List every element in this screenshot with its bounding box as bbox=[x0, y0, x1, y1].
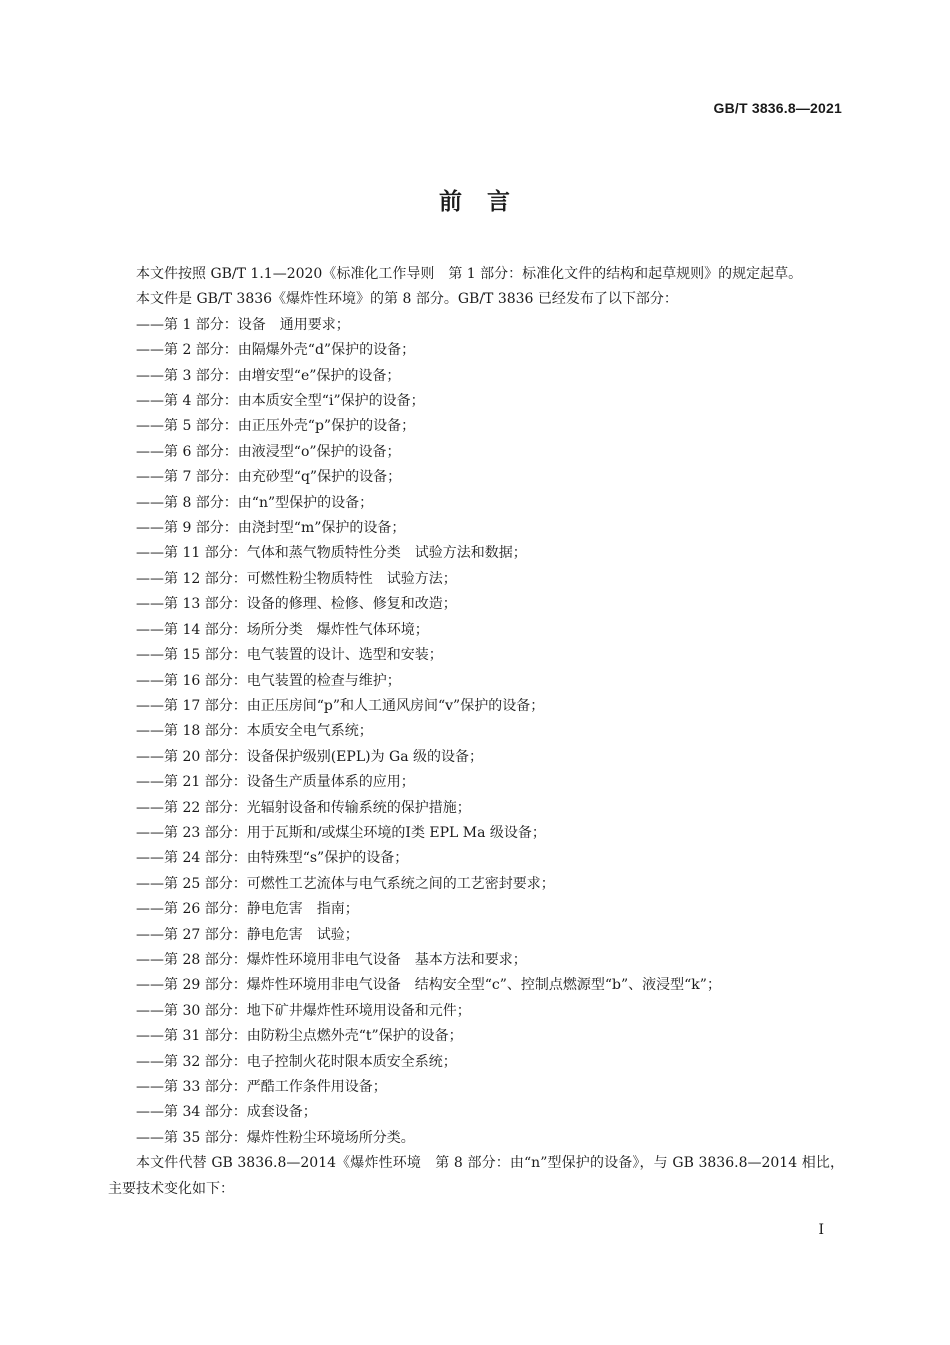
list-item: ——第 35 部分：爆炸性粉尘环境场所分类。 bbox=[136, 1129, 415, 1146]
parts-list bbox=[108, 313, 844, 1151]
list-item: ——第 34 部分：成套设备； bbox=[136, 1104, 317, 1121]
list-item: ——第 22 部分：光辐射设备和传输系统的保护措施； bbox=[136, 799, 471, 816]
standard-code: GB/T 3836.8—2021 bbox=[713, 100, 842, 116]
list-item: ——第 2 部分：由隔爆外壳“d”保护的设备； bbox=[136, 342, 416, 359]
list-item: ——第 32 部分：电子控制火花时限本质安全系统； bbox=[136, 1053, 457, 1070]
list-item: ——第 24 部分：由特殊型“s”保护的设备； bbox=[136, 850, 409, 867]
list-item: ——第 23 部分：用于瓦斯和/或煤尘环境的Ⅰ类 EPL Ma 级设备； bbox=[136, 824, 546, 841]
page-title: 前 言 bbox=[439, 189, 511, 215]
list-item: ——第 26 部分：静电危害 指南； bbox=[136, 901, 359, 918]
list-item: ——第 20 部分：设备保护级别(EPL)为 Ga 级的设备； bbox=[136, 748, 484, 765]
list-item: ——第 31 部分：由防粉尘点燃外壳“t”保护的设备； bbox=[136, 1028, 463, 1045]
list-item: ——第 30 部分：地下矿井爆炸性环境用设备和元件； bbox=[136, 1002, 471, 1019]
list-item: ——第 29 部分：爆炸性环境用非电气设备 结构安全型“c”、控制点燃源型“b”、液浸型“k”； bbox=[136, 977, 721, 994]
list-item: ——第 15 部分：电气装置的设计、选型和安装； bbox=[136, 647, 443, 664]
list-item: ——第 25 部分：可燃性工艺流体与电气系统之间的工艺密封要求； bbox=[136, 875, 555, 892]
list-item: ——第 33 部分：严酷工作条件用设备； bbox=[136, 1079, 387, 1095]
list-item: ——第 6 部分：由液浸型“o”保护的设备； bbox=[136, 443, 401, 460]
list-item: ——第 18 部分：本质安全电气系统； bbox=[136, 723, 373, 740]
paragraph-drafting-rules: 本文件按照 GB/T 1.1—2020《标准化工作导则 第 1 部分：标准化文件的结构和起草规则》的规定起草。 bbox=[136, 266, 803, 282]
paragraph-parts-intro: 本文件是 GB/T 3836《爆炸性环境》的第 8 部分。GB/T 3836 已经发布了以下部分： bbox=[136, 291, 678, 308]
document-body bbox=[108, 262, 844, 1202]
list-item: ——第 5 部分：由正压外壳“p”保护的设备； bbox=[136, 418, 416, 435]
list-item: ——第 27 部分：静电危害 试验； bbox=[136, 926, 359, 943]
list-item: ——第 3 部分：由增安型“e”保护的设备； bbox=[136, 367, 401, 384]
list-item: ——第 7 部分：由充砂型“q”保护的设备； bbox=[136, 469, 402, 486]
list-item: ——第 4 部分：由本质安全型“i”保护的设备； bbox=[136, 393, 425, 410]
paragraph-replacement: 本文件代替 GB 3836.8—2014《爆炸性环境 第 8 部分：由“n”型保护的设备》，与 GB 3836.8—2014 相比，主要技术变化如下： bbox=[108, 1155, 844, 1197]
list-item: ——第 9 部分：由浇封型“m”保护的设备； bbox=[136, 520, 406, 537]
list-item: ——第 13 部分：设备的修理、检修、修复和改造； bbox=[136, 596, 457, 613]
list-item: ——第 16 部分：电气装置的检查与维护； bbox=[136, 672, 401, 689]
list-item: ——第 14 部分：场所分类 爆炸性气体环境； bbox=[136, 621, 429, 638]
list-item: ——第 1 部分：设备 通用要求； bbox=[136, 316, 350, 333]
list-item: ——第 11 部分：气体和蒸气物质特性分类 试验方法和数据； bbox=[136, 545, 527, 562]
list-item: ——第 28 部分：爆炸性环境用非电气设备 基本方法和要求； bbox=[136, 951, 527, 968]
page-number: Ⅰ bbox=[818, 1222, 824, 1238]
list-item: ——第 17 部分：由正压房间“p”和人工通风房间“v”保护的设备； bbox=[136, 697, 545, 714]
list-item: ——第 21 部分：设备生产质量体系的应用； bbox=[136, 774, 415, 791]
list-item: ——第 12 部分：可燃性粉尘物质特性 试验方法； bbox=[136, 570, 457, 587]
list-item: ——第 8 部分：由“n”型保护的设备； bbox=[136, 494, 374, 511]
